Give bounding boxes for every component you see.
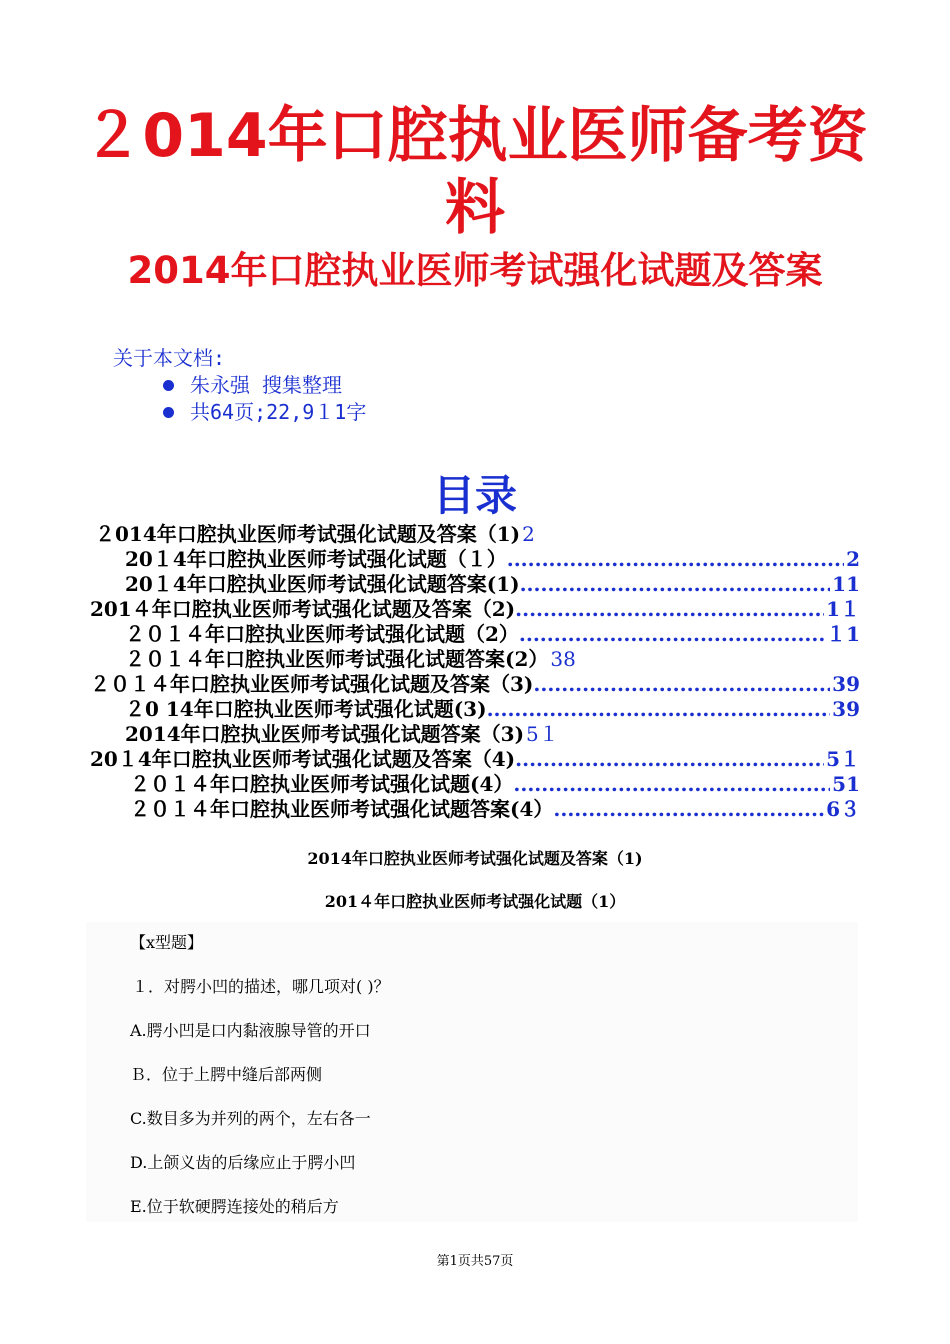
toc-entry-text: ２０１４年口腔执业医师考试强化试题（2） [125, 622, 519, 646]
question-block [86, 922, 858, 1222]
option-c: C.数目多为并列的两个，左右各一 [130, 1109, 371, 1128]
about-section [113, 344, 366, 426]
toc-entry[interactable] [90, 593, 860, 621]
question-text: １．对腭小凹的描述，哪几项对( )？ [132, 977, 390, 996]
toc-entry-page: 2 [522, 522, 535, 546]
toc-entry-page: 2 [846, 547, 860, 571]
toc-entry[interactable] [125, 693, 860, 721]
question-type: 【x型题】 [130, 933, 204, 952]
toc-entry-text: ２０１４年口腔执业医师考试强化试题(4） [130, 772, 514, 796]
title-line-1: ２014年口腔执业医师备考资 [82, 101, 868, 171]
bullet-icon [163, 407, 174, 418]
toc-entry-text: 20１4年口腔执业医师考试强化试题（１） [125, 547, 507, 571]
toc-entry[interactable] [130, 768, 860, 796]
toc-entry-text: ２0 14年口腔执业医师考试强化试题(3) [125, 697, 487, 721]
toc-entry-page: 38 [550, 647, 576, 671]
toc-entry-page: 5１ [526, 722, 559, 746]
toc-entry-page: 1１ [826, 597, 860, 621]
toc-entry[interactable] [125, 543, 860, 571]
option-b: Ｂ．位于上腭中缝后部两侧 [130, 1065, 323, 1084]
toc-entry-text: ２０１４年口腔执业医师考试强化试题答案(2） [125, 647, 549, 671]
toc-entry[interactable] [90, 743, 860, 771]
option-e: E.位于软硬腭连接处的稍后方 [130, 1197, 339, 1216]
toc-entry-text: ２０１４年口腔执业医师考试强化试题答案(4） [130, 797, 554, 821]
section-title: 2014年口腔执业医师考试强化试题及答案（1) [307, 849, 643, 868]
toc-entry-page: １1 [826, 622, 860, 646]
toc-entry[interactable] [125, 568, 860, 596]
about-item-text: 朱永强 搜集整理 [190, 373, 343, 397]
about-item-text: 共64页;22,9１1字 [190, 400, 367, 424]
title-line-2: 料 [445, 173, 505, 243]
toc-entry[interactable] [125, 718, 559, 746]
toc-entry-page: 51 [832, 772, 860, 796]
toc-entry-page: 39 [832, 697, 860, 721]
document-subtitle: 2014年口腔执业医师考试强化试题及答案 [127, 249, 823, 292]
about-list [113, 372, 366, 426]
toc-entry-page: 39 [832, 672, 860, 696]
toc-entry-page: 11 [832, 572, 860, 596]
toc-leader [553, 797, 824, 821]
about-heading: 关于本文档: [113, 346, 226, 370]
option-d: D.上颌义齿的后缘应止于腭小凹 [130, 1153, 356, 1172]
toc-title: 目录 [432, 471, 517, 520]
page-footer: 第1页共57页 [436, 1254, 514, 1269]
toc-entry[interactable] [90, 668, 860, 696]
toc-entry[interactable] [130, 793, 860, 821]
toc-entry-text: 20１4年口腔执业医师考试强化试题答案(1) [125, 572, 520, 596]
about-item [163, 372, 366, 399]
toc-entry-page: 5１ [826, 747, 860, 771]
toc-entry-text: ２０１４年口腔执业医师考试强化试题及答案（3) [90, 672, 534, 696]
toc-entry-text: 20１4年口腔执业医师考试强化试题及答案（4) [90, 747, 516, 771]
bullet-icon [163, 380, 174, 391]
toc-entry-text: 2014年口腔执业医师考试强化试题答案（3) [125, 722, 525, 746]
toc-entry[interactable] [125, 618, 860, 646]
toc-entry-text: ２014年口腔执业医师考试强化试题及答案（1) [95, 522, 521, 546]
option-a: A.腭小凹是口内黏液腺导管的开口 [130, 1021, 371, 1040]
document-title [0, 100, 950, 244]
toc-entry[interactable] [125, 643, 576, 671]
toc-entry-text: 201４年口腔执业医师考试强化试题及答案（2) [90, 597, 516, 621]
about-item [163, 399, 366, 426]
toc-entry[interactable] [95, 518, 535, 546]
toc-entry-page: 6３ [826, 797, 860, 821]
subsection-title: 201４年口腔执业医师考试强化试题（1） [324, 892, 626, 911]
